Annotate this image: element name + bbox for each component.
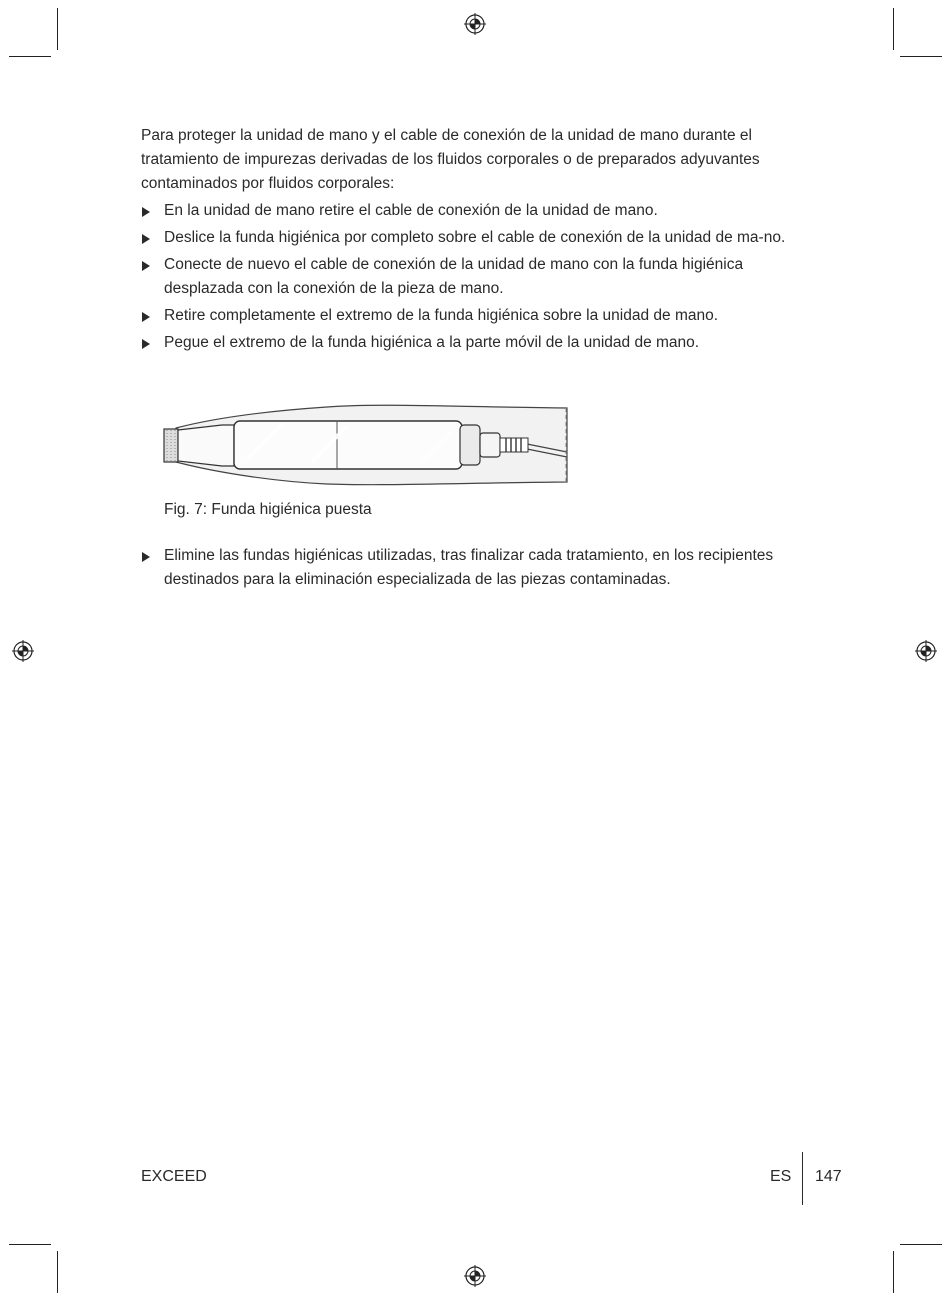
figure-caption: Fig. 7: Funda higiénica puesta bbox=[164, 501, 372, 518]
intro-paragraph: Para proteger la unidad de mano y el cable de conexión de la unidad de mano durante el tratamiento de impurezas derivadas de los fluidos corporales o de preparados adyuvantes contaminados por fluidos corporales: bbox=[141, 127, 760, 192]
crop-mark bbox=[9, 56, 51, 57]
page-number: 147 bbox=[815, 1168, 842, 1185]
footer-divider bbox=[802, 1152, 803, 1205]
step-text: Deslice la funda higiénica por completo sobre el cable de conexión de la unidad de ma-no. bbox=[164, 229, 786, 246]
crop-mark bbox=[893, 1251, 894, 1293]
handpiece-sleeve-figure bbox=[162, 404, 572, 486]
registration-mark-icon bbox=[464, 1265, 486, 1287]
step-item bbox=[141, 544, 831, 592]
final-step-list bbox=[141, 544, 831, 595]
crop-mark bbox=[57, 8, 58, 50]
step-item bbox=[141, 304, 821, 328]
body-text bbox=[141, 124, 821, 358]
step-text: Retire completamente el extremo de la funda higiénica sobre la unidad de mano. bbox=[164, 307, 719, 324]
triangle-bullet-icon bbox=[142, 207, 150, 217]
triangle-bullet-icon bbox=[142, 312, 150, 322]
footer-product: EXCEED bbox=[141, 1168, 207, 1185]
step-text: Elimine las fundas higiénicas utilizadas, tras finalizar cada tratamiento, en los recipientes destinados para la eliminación especializada de las piezas contaminadas. bbox=[164, 547, 774, 588]
step-list bbox=[141, 199, 821, 355]
step-text: En la unidad de mano retire el cable de conexión de la unidad de mano. bbox=[164, 202, 658, 219]
triangle-bullet-icon bbox=[142, 234, 150, 244]
step-item bbox=[141, 199, 821, 223]
registration-mark-icon bbox=[464, 13, 486, 35]
triangle-bullet-icon bbox=[142, 552, 150, 562]
crop-mark bbox=[900, 1244, 942, 1245]
crop-mark bbox=[893, 8, 894, 50]
registration-mark-icon bbox=[915, 640, 937, 662]
step-text: Pegue el extremo de la funda higiénica a la parte móvil de la unidad de mano. bbox=[164, 334, 700, 351]
step-item bbox=[141, 331, 821, 355]
triangle-bullet-icon bbox=[142, 261, 150, 271]
triangle-bullet-icon bbox=[142, 339, 150, 349]
footer-language: ES bbox=[770, 1168, 792, 1185]
step-text: Conecte de nuevo el cable de conexión de la unidad de mano con la funda higiénica desplazada con la conexión de la pieza de mano. bbox=[164, 256, 744, 297]
step-item bbox=[141, 253, 821, 301]
crop-mark bbox=[57, 1251, 58, 1293]
registration-mark-icon bbox=[12, 640, 34, 662]
crop-mark bbox=[900, 56, 942, 57]
step-item bbox=[141, 226, 821, 250]
crop-mark bbox=[9, 1244, 51, 1245]
